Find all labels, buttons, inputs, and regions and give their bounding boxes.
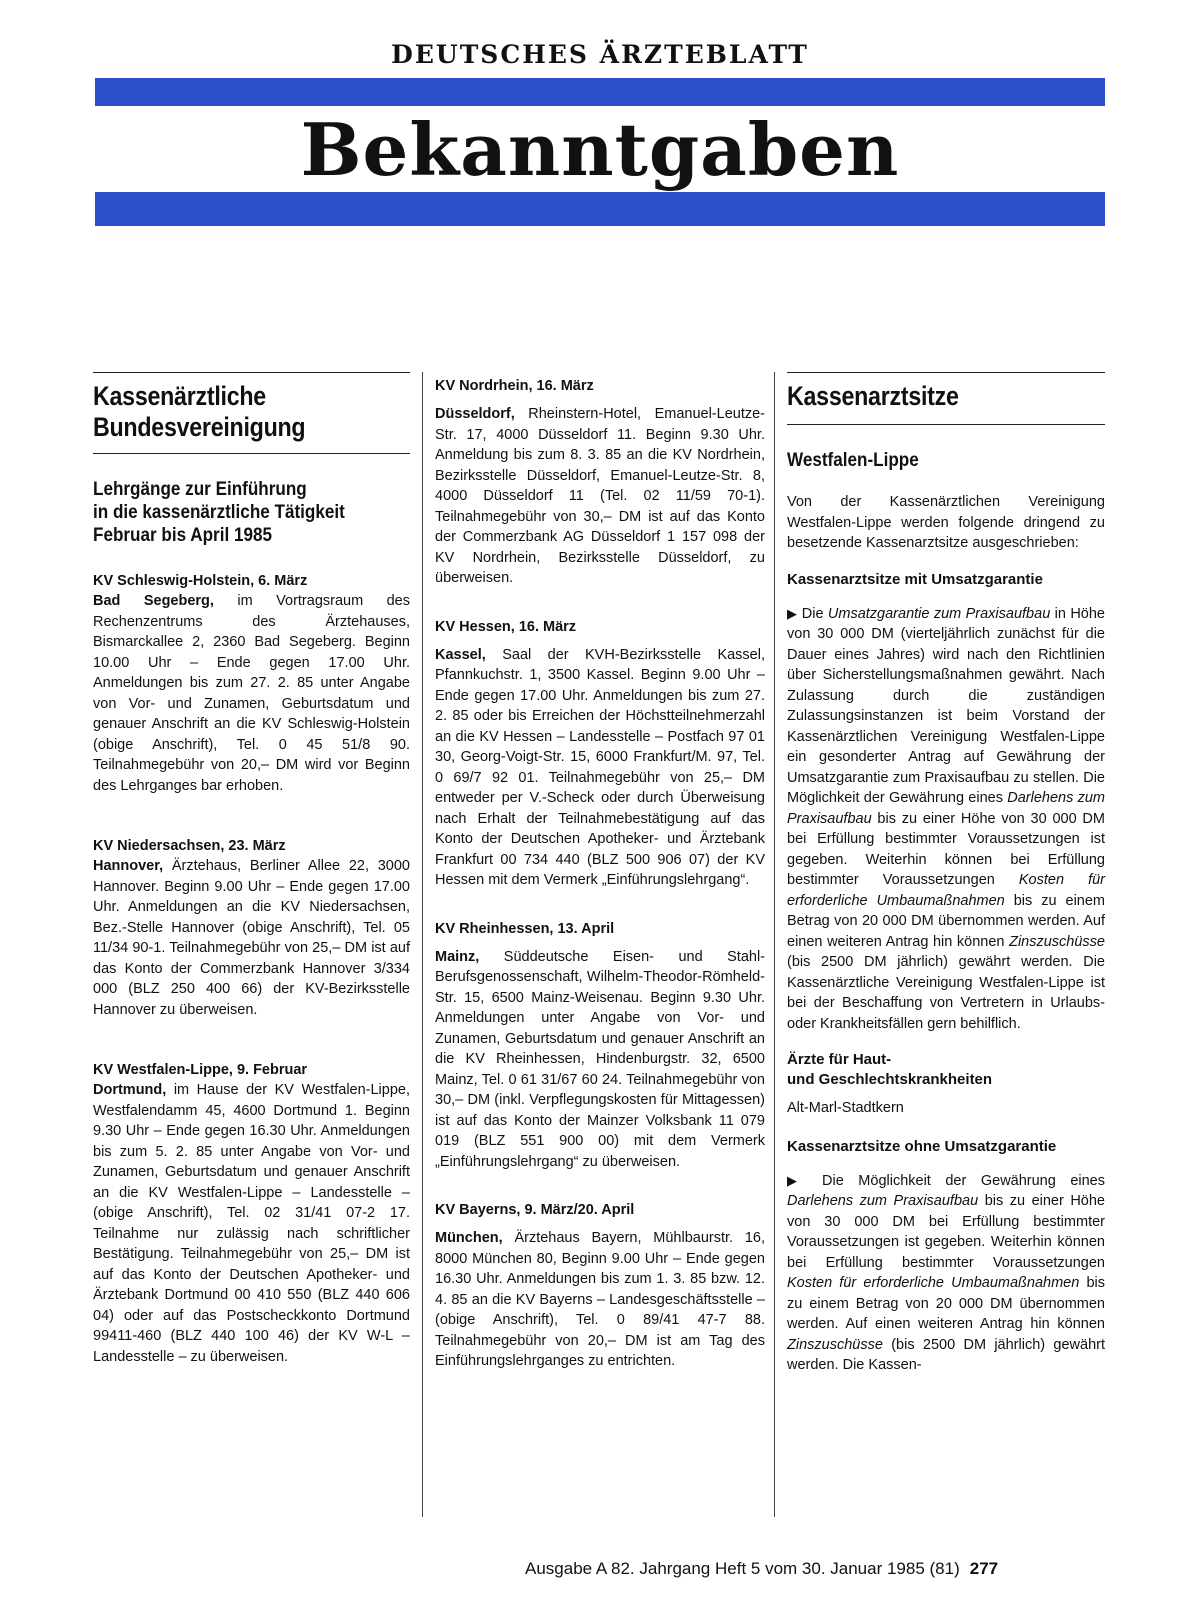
page-footer bbox=[525, 1559, 998, 1579]
section-title: Kassenarztsitze bbox=[787, 381, 959, 411]
event-text: Mainz, Süddeutsche Eisen- und Stahl-Berufsgenossenschaft, Wilhelm-Theodor-Römheld-Str. 15, 6500 Mainz-Weisenau. Beginn 9.30 Uhr. Anmeldungen unter Angabe von Vor- und Zunamen, Geburtsdatum und genauer Anschrift an die KV Rheinhessen, Hindenburgstr. 32, 6500 Mainz, Tel. 0 61 31/67 60 24. Teilnahmegebühr von 30,– DM (inkl. Verpflegungskosten für Mittagessen) ist auf das Konto der Mainzer Volksbank 11 079 019 (BLZ 551 900 00) mit dem Vermerk „Einführungslehrgang“ zu überweisen. bbox=[435, 948, 765, 1170]
column-divider bbox=[774, 372, 775, 1517]
subsection-heading: Kassenarztsitze mit Umsatzgarantie bbox=[787, 570, 1043, 588]
section-rule bbox=[787, 372, 1105, 373]
column-right bbox=[787, 372, 1105, 1376]
section-title: Kassenärztliche Bundesvereinigung bbox=[93, 381, 306, 442]
event-heading: KV Bayerns, 9. März/20. April bbox=[435, 1202, 635, 1218]
event-heading: KV Hessen, 16. März bbox=[435, 618, 577, 635]
column-divider bbox=[422, 372, 423, 1517]
intro-text: Von der Kassenärztlichen Vereinigung Westfalen-Lippe werden folgende dringend zu besetzende Kassenarztsitze ausgeschrieben: bbox=[787, 494, 1105, 551]
triangle-marker-icon: ▶ bbox=[787, 1172, 808, 1188]
section-subtitle: Lehrgänge zur Einführung in die kassenärztliche Tätigkeit Februar bis April 1985 bbox=[93, 479, 345, 546]
event-text: Kassel, Saal der KVH-Bezirksstelle Kassel, Pfannkuchstr. 1, 3500 Kassel. Beginn 9.00 Uhr – Ende gegen 17.00 Uhr. Anmeldungen bis zum 27. 2. 85 oder bis Erreichen der Höchstteilnehmerzahl an die KV Hessen – Landesstelle – Postfach 97 01 30, Georg-Voigt-Str. 15, 6000 Frankfurt/M. 97, Tel. 0 69/7 92 01. Teilnahmegebühr von 25,– DM entweder per V.-Scheck oder durch Überweisung nach Erhalt der Teilnahmebestätigung auf das Konto der Deutschen Apotheker- und Ärztebank Frankfurt 00 734 440 (BLZ 500 906 07) der KV Hessen mit dem Vermerk „Einführungslehrgang“. bbox=[435, 646, 765, 888]
event-text: Düsseldorf, Rheinstern-Hotel, Emanuel-Leutze-Str. 17, 4000 Düsseldorf 11. Beginn 9.30 Uhr. Anmeldung bis zum 8. 3. 85 an die KV Nordrhein, Bezirksstelle Düsseldorf, Emanuel-Leutze-Str. 8, 4000 Düsseldorf 11 (Tel. 02 11/59 70-1). Teilnahmegebühr von 30,– DM ist auf das Konto der Commerzbank AG Düsseldorf 1 157 098 der KV Nordrhein, Bezirksstelle Düsseldorf, zu überweisen. bbox=[435, 406, 765, 586]
event-text: Bad Segeberg, im Vortragsraum des Rechenzentrums des Ärztehauses, Bismarckallee 2, 2360 Bad Segeberg. Beginn 10.00 Uhr – Ende gegen 17.00 Uhr. Anmeldungen bis zum 27. 2. 85 unter Angabe von Vor- und Zunamen, Geburtsdatum und genauer Anschrift an die KV Schleswig-Holstein (obige Anschrift), Tel. 0 45 51/8 90. Teilnahmegebühr von 20,– DM wird vor Beginn des Lehrganges bar erhoben. bbox=[93, 593, 410, 794]
header-band-top bbox=[95, 78, 1105, 106]
section-rule bbox=[787, 424, 1105, 425]
masthead: DEUTSCHES ÄRZTEBLATT bbox=[391, 40, 809, 69]
event-heading: KV Rheinhessen, 13. April bbox=[435, 920, 615, 937]
body-text: ▶ Die Umsatzgarantie zum Praxisaufbau in Höhe von 30 000 DM (vierteljährlich zunächst für die Dauer eines Jahres) wird nach den Richtlinien über Sicherstellungsmaßnahmen gewährt. Nach Zulassung durch die zuständigen Zulassungsinstanzen ist beim Vorstand der Kassenärztlichen Vereinigung Westfalen-Lippe ein gesonderter Antrag auf Gewährung der Umsatzgarantie zum Praxisaufbau zu stellen. Die Möglichkeit der Gewährung eines Darlehens zum Praxisaufbau bis zu einer Höhe von 30 000 DM bei Erfüllung bestimmter Voraussetzungen ist gegeben. Weiterhin können bei Erfüllung bestimmter Voraussetzungen Kosten für erforderliche Umbaumaßnahmen bis zu einem Betrag von 20 000 DM übernommen werden. Auf einen weiteren Antrag hin können Zinszuschüsse (bis 2500 DM jährlich) gewährt werden. Die Kassenärztliche Vereinigung Westfalen-Lippe ist bei der Beschaffung von Vertretern in Urlaubs- oder Krankheitsfällen gern behilflich. bbox=[787, 605, 1105, 1032]
subsection-heading: Kassenarztsitze ohne Umsatzgarantie bbox=[787, 1137, 1057, 1155]
page-number: 277 bbox=[969, 1559, 999, 1578]
event-text: Dortmund, im Hause der KV Westfalen-Lippe, Westfalendamm 45, 4600 Dortmund 1. Beginn 9.30 Uhr – Ende gegen 16.30 Uhr. Anmeldungen bis zum 5. 2. 85 unter Angabe von Vor- und Zunamen, Geburtsdatum und genauer Anschrift an die KV Westfalen-Lippe – Landesstelle – (obige Anschrift), Tel. 02 31/41 07-2 17. Teilnahme nur zulässig nach schriftlicher Bestätigung. Teilnahmegebühr von 25,– DM ist auf das Konto der Deutschen Apotheker- und Ärztebank Dortmund 00 410 550 (BLZ 440 606 04) oder auf das Postscheckkonto Dortmund 99411-460 (BLZ 440 100 46) der KV W-L – Landesstelle – zu überweisen. bbox=[93, 1082, 410, 1365]
column-middle bbox=[435, 376, 765, 1372]
section-subtitle: Westfalen-Lippe bbox=[787, 450, 919, 471]
event-heading: KV Nordrhein, 16. März bbox=[435, 378, 594, 394]
section-rule bbox=[93, 372, 410, 373]
event-heading: KV Schleswig-Holstein, 6. März bbox=[93, 573, 308, 589]
location-text: Alt-Marl-Stadtkern bbox=[787, 1100, 904, 1116]
event-heading: KV Niedersachsen, 23. März bbox=[93, 838, 286, 854]
page-headline: Bekanntgaben bbox=[300, 107, 900, 192]
column-left bbox=[93, 372, 410, 1367]
event-text: Hannover, Ärztehaus, Berliner Allee 22, 3000 Hannover. Beginn 9.00 Uhr – Ende gegen 17.00 Uhr. Anmeldungen an die KV Niedersachsen, Bez.-Stelle Hannover (obige Anschrift), Tel. 05 11/34 90-1. Teilnahmegebühr von 25,– DM ist auf das Konto der Commerzbank Hannover 3/334 000 (BLZ 250 400 66) der KV-Bezirksstelle Hannover zu überweisen. bbox=[93, 858, 410, 1018]
event-heading: KV Westfalen-Lippe, 9. Februar bbox=[93, 1062, 308, 1078]
triangle-marker-icon: ▶ bbox=[787, 605, 798, 621]
subsection-heading: Ärzte für Haut- und Geschlechtskrankheiten bbox=[787, 1051, 993, 1088]
header-band-bottom bbox=[95, 192, 1105, 226]
issue-info: Ausgabe A 82. Jahrgang Heft 5 vom 30. Januar 1985 (81) bbox=[525, 1559, 960, 1578]
body-text: ▶ Die Möglichkeit der Gewährung eines Darlehens zum Praxisaufbau bis zu einer Höhe von 30 000 DM bei Erfüllung bestimmter Voraussetzungen ist gegeben. Weiterhin können bei Erfüllung bestimmter Voraussetzungen Kosten für erforderliche Umbaumaßnahmen bis zu einem Betrag von 20 000 DM übernommen werden. Auf einen weiteren Antrag hin können Zinszuschüsse (bis 2500 DM jährlich) gewährt werden. Die Kassen- bbox=[787, 1172, 1106, 1373]
section-rule bbox=[93, 453, 410, 454]
event-text: München, Ärztehaus Bayern, Mühlbaurstr. 16, 8000 München 80, Beginn 9.00 Uhr – Ende gegen 16.30 Uhr. Anmeldungen bis zum 1. 3. 85 bzw. 12. 4. 85 an die KV Bayerns – Landesgeschäftsstelle – (obige Anschrift), Tel. 0 89/41 47-7 88. Teilnahmegebühr von 20,– DM ist am Tag des Einführungslehrganges zu entrichten. bbox=[435, 1230, 765, 1369]
